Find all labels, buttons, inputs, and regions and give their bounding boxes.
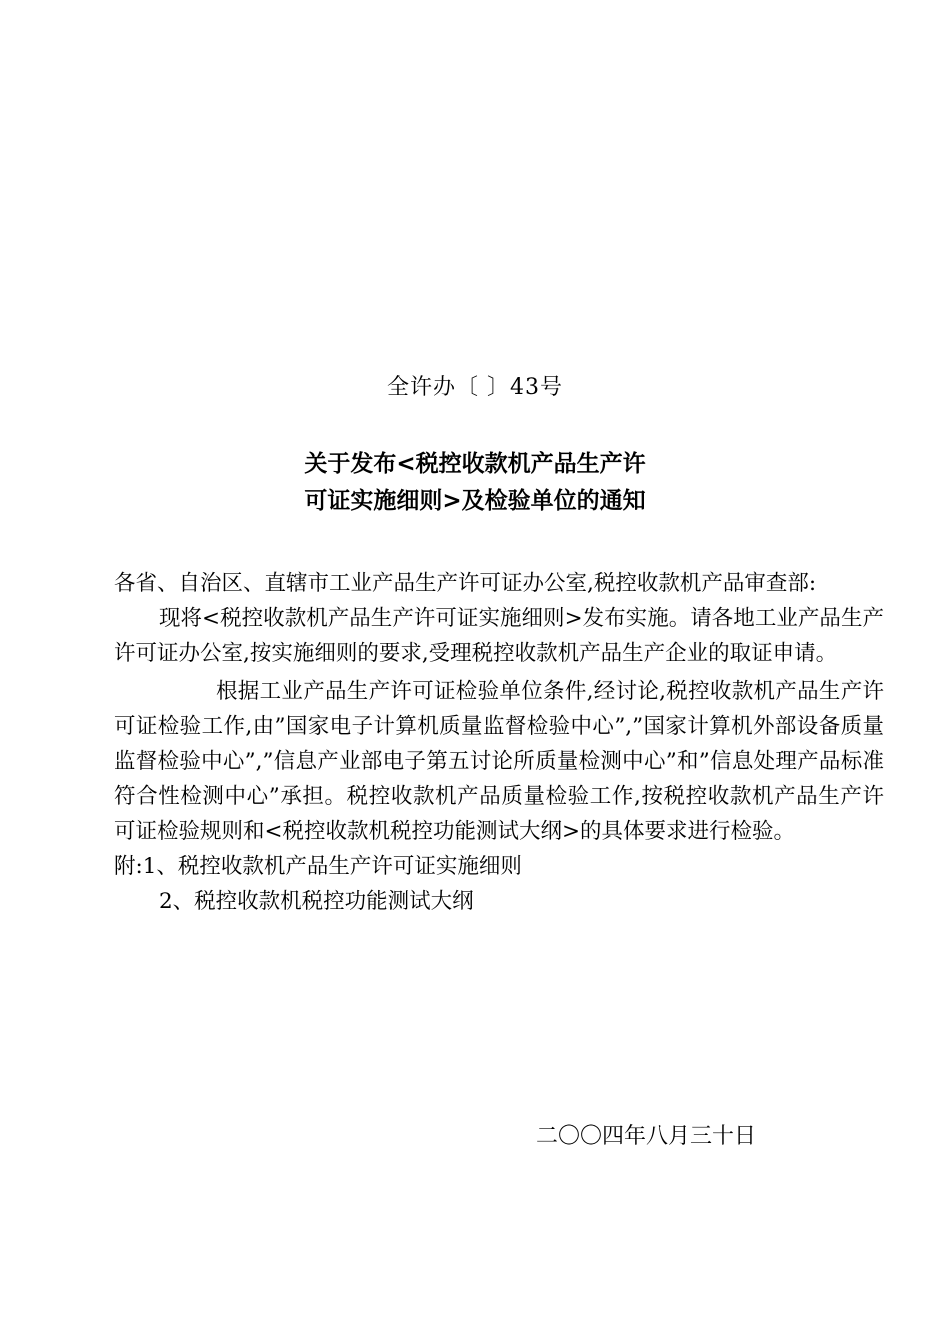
paragraph-2: 根据工业产品生产许可证检验单位条件,经讨论,税控收款机产品生产许可证检验工作,由”国家电子计算机质量监督检验中心”,”国家计算机外部设备质量监督检验中心”,”信息产业部电子第五讨论所质量检测中心”和”信息处理产品标准符合性检测中心”承担。税控收款机产品质量检验工作,按税控收款机产品生产许可证检验规则和<税控收款机税控功能测试大纲>的具体要求进行检验。	[114, 679, 884, 844]
document-title	[0, 446, 950, 520]
document-date: 二〇〇四年八月三十日	[536, 1124, 757, 1149]
paragraph-1: 现将<税控收款机产品生产许可证实施细则>发布实施。请各地工业产品生产许可证办公室,按实施细则的要求,受理税控收款机产品生产企业的取证申请。	[114, 606, 884, 666]
title-line-1: 关于发布<税控收款机产品生产许	[304, 451, 646, 477]
attachment-line-2: 2、税控收款机税控功能测试大纲	[159, 889, 474, 914]
attachment-line-1: 附:1、税控收款机产品生产许可证实施细则	[114, 854, 522, 879]
title-line-2: 可证实施细则>及检验单位的通知	[304, 488, 646, 514]
salutation: 各省、自治区、直辖市工业产品生产许可证办公室,税控收款机产品审查部:	[114, 571, 817, 596]
document-body	[114, 566, 884, 919]
document-number: 全许办〔 〕43号	[387, 375, 563, 400]
